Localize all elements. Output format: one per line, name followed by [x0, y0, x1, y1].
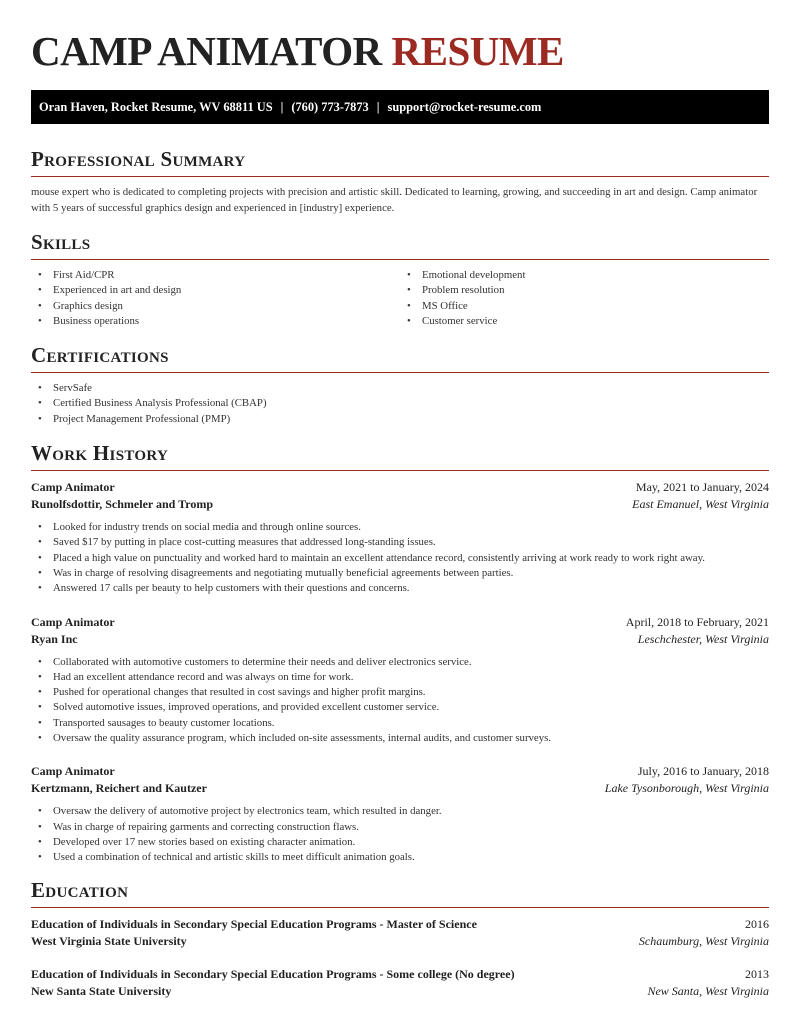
job-duty: • Transported sausages to beauty customer locations. — [31, 716, 769, 731]
contact-separator: | — [280, 99, 284, 114]
job-entry — [31, 614, 769, 747]
job-dates: April, 2018 to February, 2021 — [625, 614, 769, 629]
job-duties — [31, 655, 769, 747]
job-duty: • Placed a high value on punctuality and worked hard to maintain an excellent attendance record, consistently arriving at work ready to work right away. — [31, 551, 769, 566]
heading-first: CAMP ANIMATOR — [31, 28, 382, 74]
skill-item: • Experienced in art and design — [31, 283, 400, 298]
job-location: East Emanuel, West Virginia — [632, 497, 769, 512]
job-duty: • Saved $17 by putting in place cost-cutting measures that addressed long-standing issues. — [31, 535, 769, 550]
heading-last: RESUME — [391, 28, 564, 74]
contact-address: Oran Haven, Rocket Resume, WV 68811 US — [39, 99, 273, 114]
education-degree: Education of Individuals in Secondary Special Education Programs - Master of Science — [31, 916, 477, 931]
skill-item: • Emotional development — [400, 268, 769, 283]
certification-item: • Certified Business Analysis Professional (CBAP) — [31, 396, 769, 411]
job-dates: July, 2016 to January, 2018 — [637, 764, 769, 779]
certifications-list — [31, 381, 769, 427]
job-title: Camp Animator — [31, 614, 115, 629]
job-company: Ryan Inc — [31, 631, 78, 646]
education-section-title: Education — [31, 878, 769, 908]
job-duties — [31, 520, 769, 596]
education-school: New Santa State University — [31, 983, 172, 998]
job-duty: • Looked for industry trends on social media and through online sources. — [31, 520, 769, 535]
job-duty: • Answered 17 calls per beauty to help customers with their questions and concerns. — [31, 581, 769, 596]
job-duty: • Was in charge of resolving disagreements and negotiating mutually beneficial agreements between parties. — [31, 566, 769, 581]
job-duties — [31, 804, 769, 865]
job-company: Runolfsdottir, Schmeler and Tromp — [31, 497, 214, 512]
job-company: Kertzmann, Reichert and Kautzer — [31, 781, 207, 796]
education-school: West Virginia State University — [31, 933, 187, 948]
skills-right-column — [400, 268, 769, 329]
certification-item: • ServSafe — [31, 381, 769, 396]
education-year: 2013 — [745, 966, 769, 981]
skill-item: • Problem resolution — [400, 283, 769, 298]
job-duty: • Pushed for operational changes that resulted in cost savings and higher profit margins. — [31, 685, 769, 700]
job-title: Camp Animator — [31, 480, 115, 495]
contact-separator: | — [376, 99, 380, 114]
education-location: New Santa, West Virginia — [647, 983, 769, 998]
skill-item: • Customer service — [400, 314, 769, 329]
job-entry — [31, 479, 769, 596]
contact-phone[interactable]: (760) 773-7873 — [291, 99, 369, 114]
skills-section-title: Skills — [31, 230, 769, 260]
job-title: Camp Animator — [31, 764, 115, 779]
contact-bar — [31, 90, 769, 124]
certifications-section-title: Certifications — [31, 343, 769, 373]
job-duty: • Oversaw the delivery of automotive project by electronics team, which resulted in danger. — [31, 804, 769, 819]
education-year: 2016 — [745, 916, 769, 931]
summary-text: mouse expert who is dedicated to completing projects with precision and artistic skill. Dedicated to learning, growing, and succeeding in art and design. Camp animator with 5 years of successful graphics design and experienced in [industry] experience. — [31, 186, 758, 214]
summary-section-title: Professional Summary — [31, 147, 769, 177]
job-location: Lake Tysonborough, West Virginia — [604, 781, 769, 796]
education-entry — [31, 916, 769, 950]
education-entry — [31, 966, 769, 1000]
job-location: Leschchester, West Virginia — [637, 631, 769, 646]
job-duty: • Developed over 17 new stories based on existing character animation. — [31, 835, 769, 850]
job-duty: • Was in charge of repairing garments and correcting construction flaws. — [31, 820, 769, 835]
job-dates: May, 2021 to January, 2024 — [635, 480, 769, 495]
skill-item: • MS Office — [400, 299, 769, 314]
skill-item: • Business operations — [31, 314, 400, 329]
skill-item: • First Aid/CPR — [31, 268, 400, 283]
contact-email[interactable]: support@rocket-resume.com — [387, 99, 542, 114]
job-duty: • Collaborated with automotive customers to determine their needs and deliver electronics service. — [31, 655, 769, 670]
skills-list — [31, 268, 769, 329]
education-location: Schaumburg, West Virginia — [638, 933, 769, 948]
education-degree: Education of Individuals in Secondary Special Education Programs - Some college (No degree) — [31, 966, 515, 981]
job-duty: • Oversaw the quality assurance program, which included on-site assessments, internal audits, and customer surveys. — [31, 731, 769, 746]
work-history-section-title: Work History — [31, 441, 769, 471]
skills-left-column — [31, 268, 400, 329]
job-duty: • Used a combination of technical and artistic skills to meet difficult animation goals. — [31, 850, 769, 865]
resume-heading — [31, 29, 769, 72]
job-duty: • Solved automotive issues, improved operations, and provided excellent customer service. — [31, 700, 769, 715]
skill-item: • Graphics design — [31, 299, 400, 314]
certification-item: • Project Management Professional (PMP) — [31, 412, 769, 427]
job-entry — [31, 763, 769, 865]
job-duty: • Had an excellent attendance record and was always on time for work. — [31, 670, 769, 685]
